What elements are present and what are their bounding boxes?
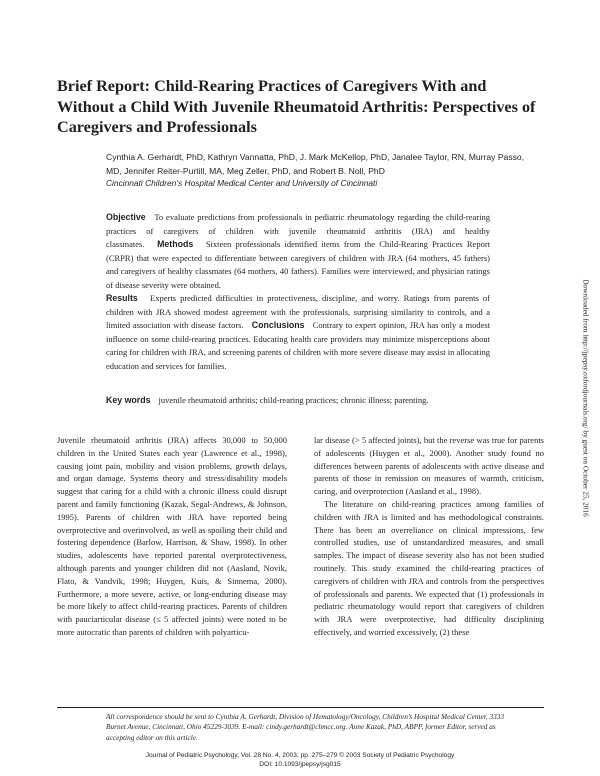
results-heading: Results <box>106 293 138 303</box>
download-note: Downloaded from http://jpepsy.oxfordjournals.org/ by guest on October 25, 2016 <box>581 279 591 517</box>
objective-heading: Objective <box>106 212 146 222</box>
body-column-left <box>57 434 287 639</box>
journal-doi: DOI: 10.1093/jpepsy/jsg015 <box>259 761 341 768</box>
abstract <box>106 211 490 373</box>
author-list: Cynthia A. Gerhardt, PhD, Kathryn Vannatta, PhD, J. Mark McKellop, PhD, Janalee Taylor, RN, Murray Passo, MD, Jennifer Reiter-Purtill, MA, Meg Zeller, PhD, and Robert B. Noll, PhD <box>106 152 525 176</box>
results-text: Experts predicted difficulties in protectiveness, discipline, and worry. Ratings from parents of children with JRA showed modest agreement with the professionals, surprising similarity to controls, and a limited association with disease factors. <box>106 293 490 330</box>
conclusions-text: Contrary to expert opinion, JRA has only a modest influence on some child-rearing practices. Educating health care providers may minimize misperceptions about caring for children with JRA, and screening parents of children with more severe disease may assist in allocating education and services for families. <box>106 320 491 371</box>
body-column-right <box>314 434 544 639</box>
body-paragraph: The literature on child-rearing practices among families of children with JRA is limited and has methodological constraints. There has been an overreliance on clinical impressions, few controlled studies, use of unstandardized measures, and small samples. The impact of disease severity also has not been studied routinely. This study examined the child-rearing practices of caregivers of children with JRA and controls from the perspectives of professionals and parents. We expected that (1) professionals in pediatric rheumatology would report that caregivers of children with JRA were overprotective, had difficulty disciplining effectively, and worried excessively, (2) these <box>314 498 544 637</box>
footnote-divider <box>57 707 544 708</box>
affiliation: Cincinnati Children’s Hospital Medical Center and University of Cincinnati <box>106 178 378 188</box>
methods-heading: Methods <box>157 239 194 249</box>
article-title: Brief Report: Child-Rearing Practices of Caregivers With and Without a Child With Juvenile Rheumatoid Arthritis: Perspectives of Caregivers and Professionals <box>57 77 536 136</box>
objective-text: To evaluate predictions from professionals in pediatric rheumatology regarding the child-rearing practices of caregivers of children with juvenile rheumatoid arthritis (JRA) and healthy classmates. <box>106 212 491 249</box>
keywords <box>106 395 506 405</box>
keywords-heading: Key words <box>106 395 151 405</box>
keywords-text: juvenile rheumatoid arthritis; child-rearing practices; chronic illness; parenting. <box>158 395 429 405</box>
body-paragraph: Juvenile rheumatoid arthritis (JRA) affects 30,000 to 50,000 children in the United States each year (Lawrence et al., 1998), causing joint pain, mobility and vision problems, growth delays, and organ damage. Systems theory and stress/disability models suggest that caring for a child with a chronic illness could disrupt parent and family functioning (Kazak, Segal-Andrews, & Johnson, 1995). Parents of children with JRA have reported being overprotective and overinvolved, as well as spoiling their child and fostering dependence (Barlow, Harrison, & Shaw, 1998). In other studies, adolescents have reported parental overprotectiveness, although parents and younger children did not (Aasland, Novik, Flato, & Vandvik, 1998; Huygen, Kuis, & Sinnema, 2000). Furthermore, a more severe, active, or long-enduring disease may be more likely to affect child-rearing practices. Parents of children with pauciarticular disease (≤ 5 affected joints) were noted to be more autocratic than parents of children with polyarticu- <box>57 435 287 637</box>
methods-text: Sixteen professionals identified items from the Child-Rearing Practices Report (CRPR) that were expected to differentiate between caregivers of children with JRA (64 mothers, 45 fathers) and caregivers of healthy classmates (64 mothers, 40 fathers). Families were interviewed, and physician ratings of disease severity were obtained. <box>106 239 491 290</box>
conclusions-heading: Conclusions <box>251 320 305 330</box>
journal-footer <box>0 751 600 769</box>
correspondence-footnote: All correspondence should be sent to Cynthia A. Gerhardt, Division of Hematology/Oncology, Children’s Hospital Medical Center, 3333 Burnet Avenue, Cincinnati, Ohio 45229-3039. E-mail: cindy.gerhardt@chmcc.org. Anne Kazak, PhD, ABPP, former Editor, served as accepting editor on this article. <box>106 712 505 742</box>
body-paragraph: lar disease (> 5 affected joints), but the reverse was true for parents of adolescents (Huygen et al., 2000). Another study found no differences between parents of adolescents with active disease and parents of those in remission on measures of warmth, criticism, caring, and overprotection (Aasland et al., 1998). <box>314 435 544 497</box>
download-watermark <box>576 258 596 538</box>
journal-citation: Journal of Pediatric Psychology, Vol. 28 No. 4, 2003, pp. 275–279 © 2003 Society of Pediatric Psychology <box>145 752 455 759</box>
